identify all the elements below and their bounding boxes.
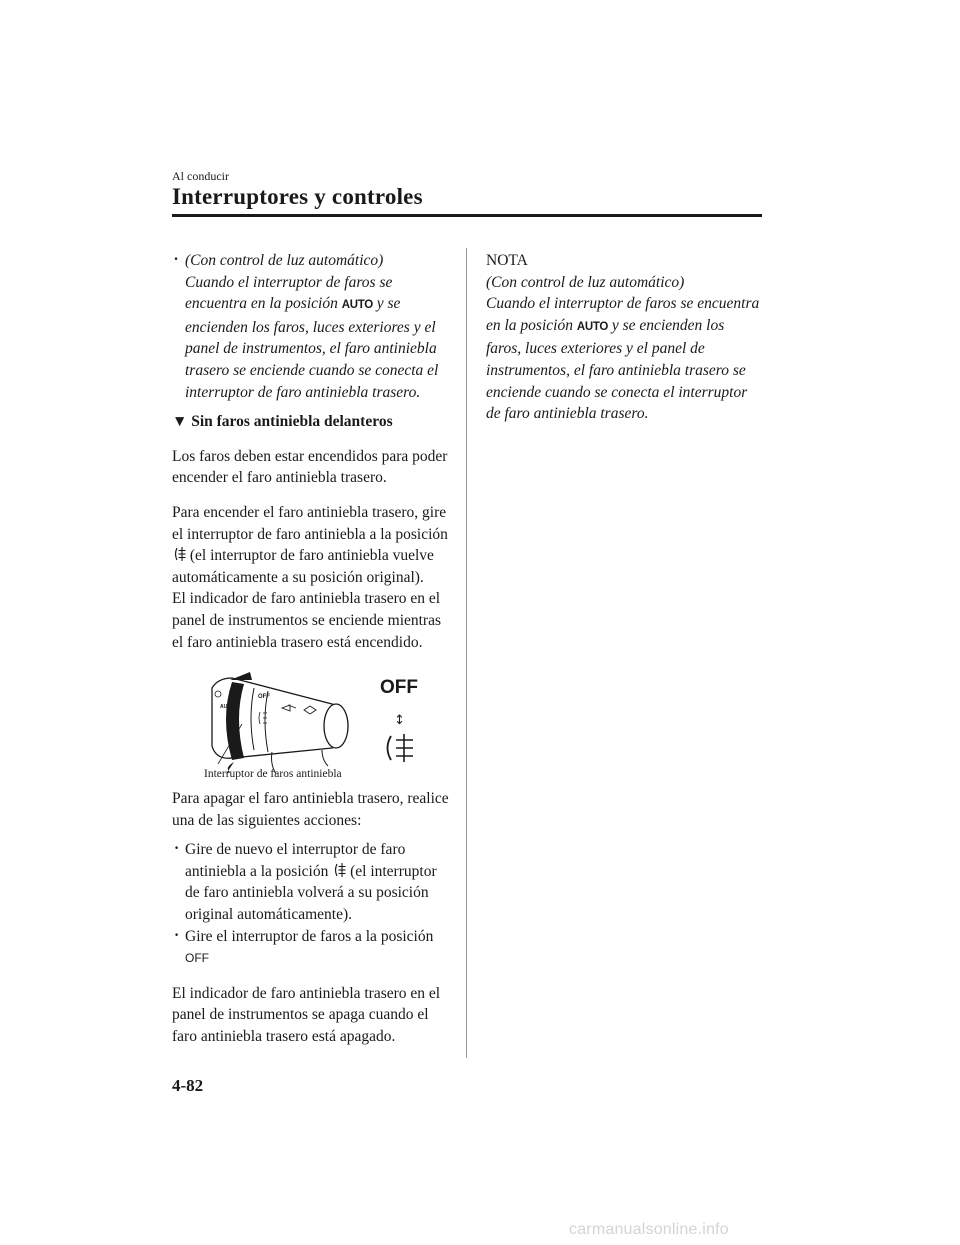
paragraph-5: El indicador de faro antiniebla trasero en el panel de instrumentos se apaga cuando el faro antiniebla trasero está apagado. bbox=[172, 984, 441, 1046]
action-bullet-2: · Gire el interruptor de faros a la posición OFF bbox=[172, 926, 454, 970]
page-title: Interruptores y controles bbox=[172, 184, 423, 209]
column-divider bbox=[466, 248, 467, 1058]
auto-light-bullet bbox=[172, 250, 454, 403]
note-label: NOTA bbox=[486, 252, 528, 269]
rear-fog-light-figure-icon bbox=[388, 734, 414, 762]
paragraph-3: El indicador de faro antiniebla trasero en el panel de instrumentos se enciende mientras el faro antiniebla trasero está encendido. bbox=[172, 590, 442, 651]
paragraph-2: Para encender el faro antiniebla trasero, gire el interruptor de faro antiniebla a la posición (el interruptor de faro antiniebla vuelve automáticamente a su posición original). bbox=[172, 503, 448, 586]
position-arrow: ↕ bbox=[394, 713, 405, 729]
stalk-auto-label: AUTO bbox=[220, 704, 235, 711]
off-label: OFF bbox=[380, 677, 418, 699]
note-head: (Con control de luz automático) bbox=[486, 273, 685, 291]
heading-marker-icon: ▼ bbox=[172, 413, 188, 431]
rear-fog-light-icon bbox=[332, 862, 346, 878]
footer-watermark: carmanualsonline.info bbox=[569, 1221, 729, 1238]
paragraph-4: Para apagar el faro antiniebla trasero, realice una de las siguientes acciones: bbox=[172, 790, 449, 829]
note-body: Cuando el interruptor de faros se encuentra en la posición AUTO y se encienden los faros, luces exteriores y el panel de instrumentos, el faro antiniebla trasero se enciende cuando se conecta el interruptor de faro antiniebla trasero. bbox=[486, 295, 760, 423]
paragraph-1: Los faros deben estar encendidos para poder encender el faro antiniebla trasero. bbox=[172, 447, 448, 487]
auto-light-bullet-body: Cuando el interruptor de faros se encuentra en la posición AUTO y se encienden los faros, luces exteriores y el panel de instrumentos, el faro antiniebla trasero se enciende cuando se conecta el interruptor de faro antiniebla trasero. bbox=[185, 273, 439, 401]
auto-position-icon: AUTO bbox=[576, 320, 609, 333]
off-position-label: OFF bbox=[185, 951, 209, 966]
right-column bbox=[486, 250, 762, 425]
stalk-off-label: OFF bbox=[258, 694, 270, 701]
auto-position-icon: AUTO bbox=[341, 299, 373, 312]
page-number: 4-82 bbox=[172, 1076, 204, 1095]
auto-light-bullet-head: · (Con control de luz automático) bbox=[185, 252, 384, 269]
fog-switch-figure bbox=[172, 668, 454, 780]
figure-caption: Interruptor de faros antiniebla bbox=[204, 768, 342, 781]
title-rule bbox=[172, 214, 762, 217]
section-label: Al conducir bbox=[172, 169, 229, 183]
action-bullet-1: · Gire de nuevo el interruptor de faro antiniebla a la posición (el interruptor de faro antiniebla volverá a su posición original automáticamente). bbox=[172, 839, 454, 925]
rear-fog-light-icon bbox=[172, 546, 186, 562]
section-heading: ▼ Sin faros antiniebla delanteros bbox=[172, 413, 393, 431]
left-column bbox=[172, 250, 454, 1048]
